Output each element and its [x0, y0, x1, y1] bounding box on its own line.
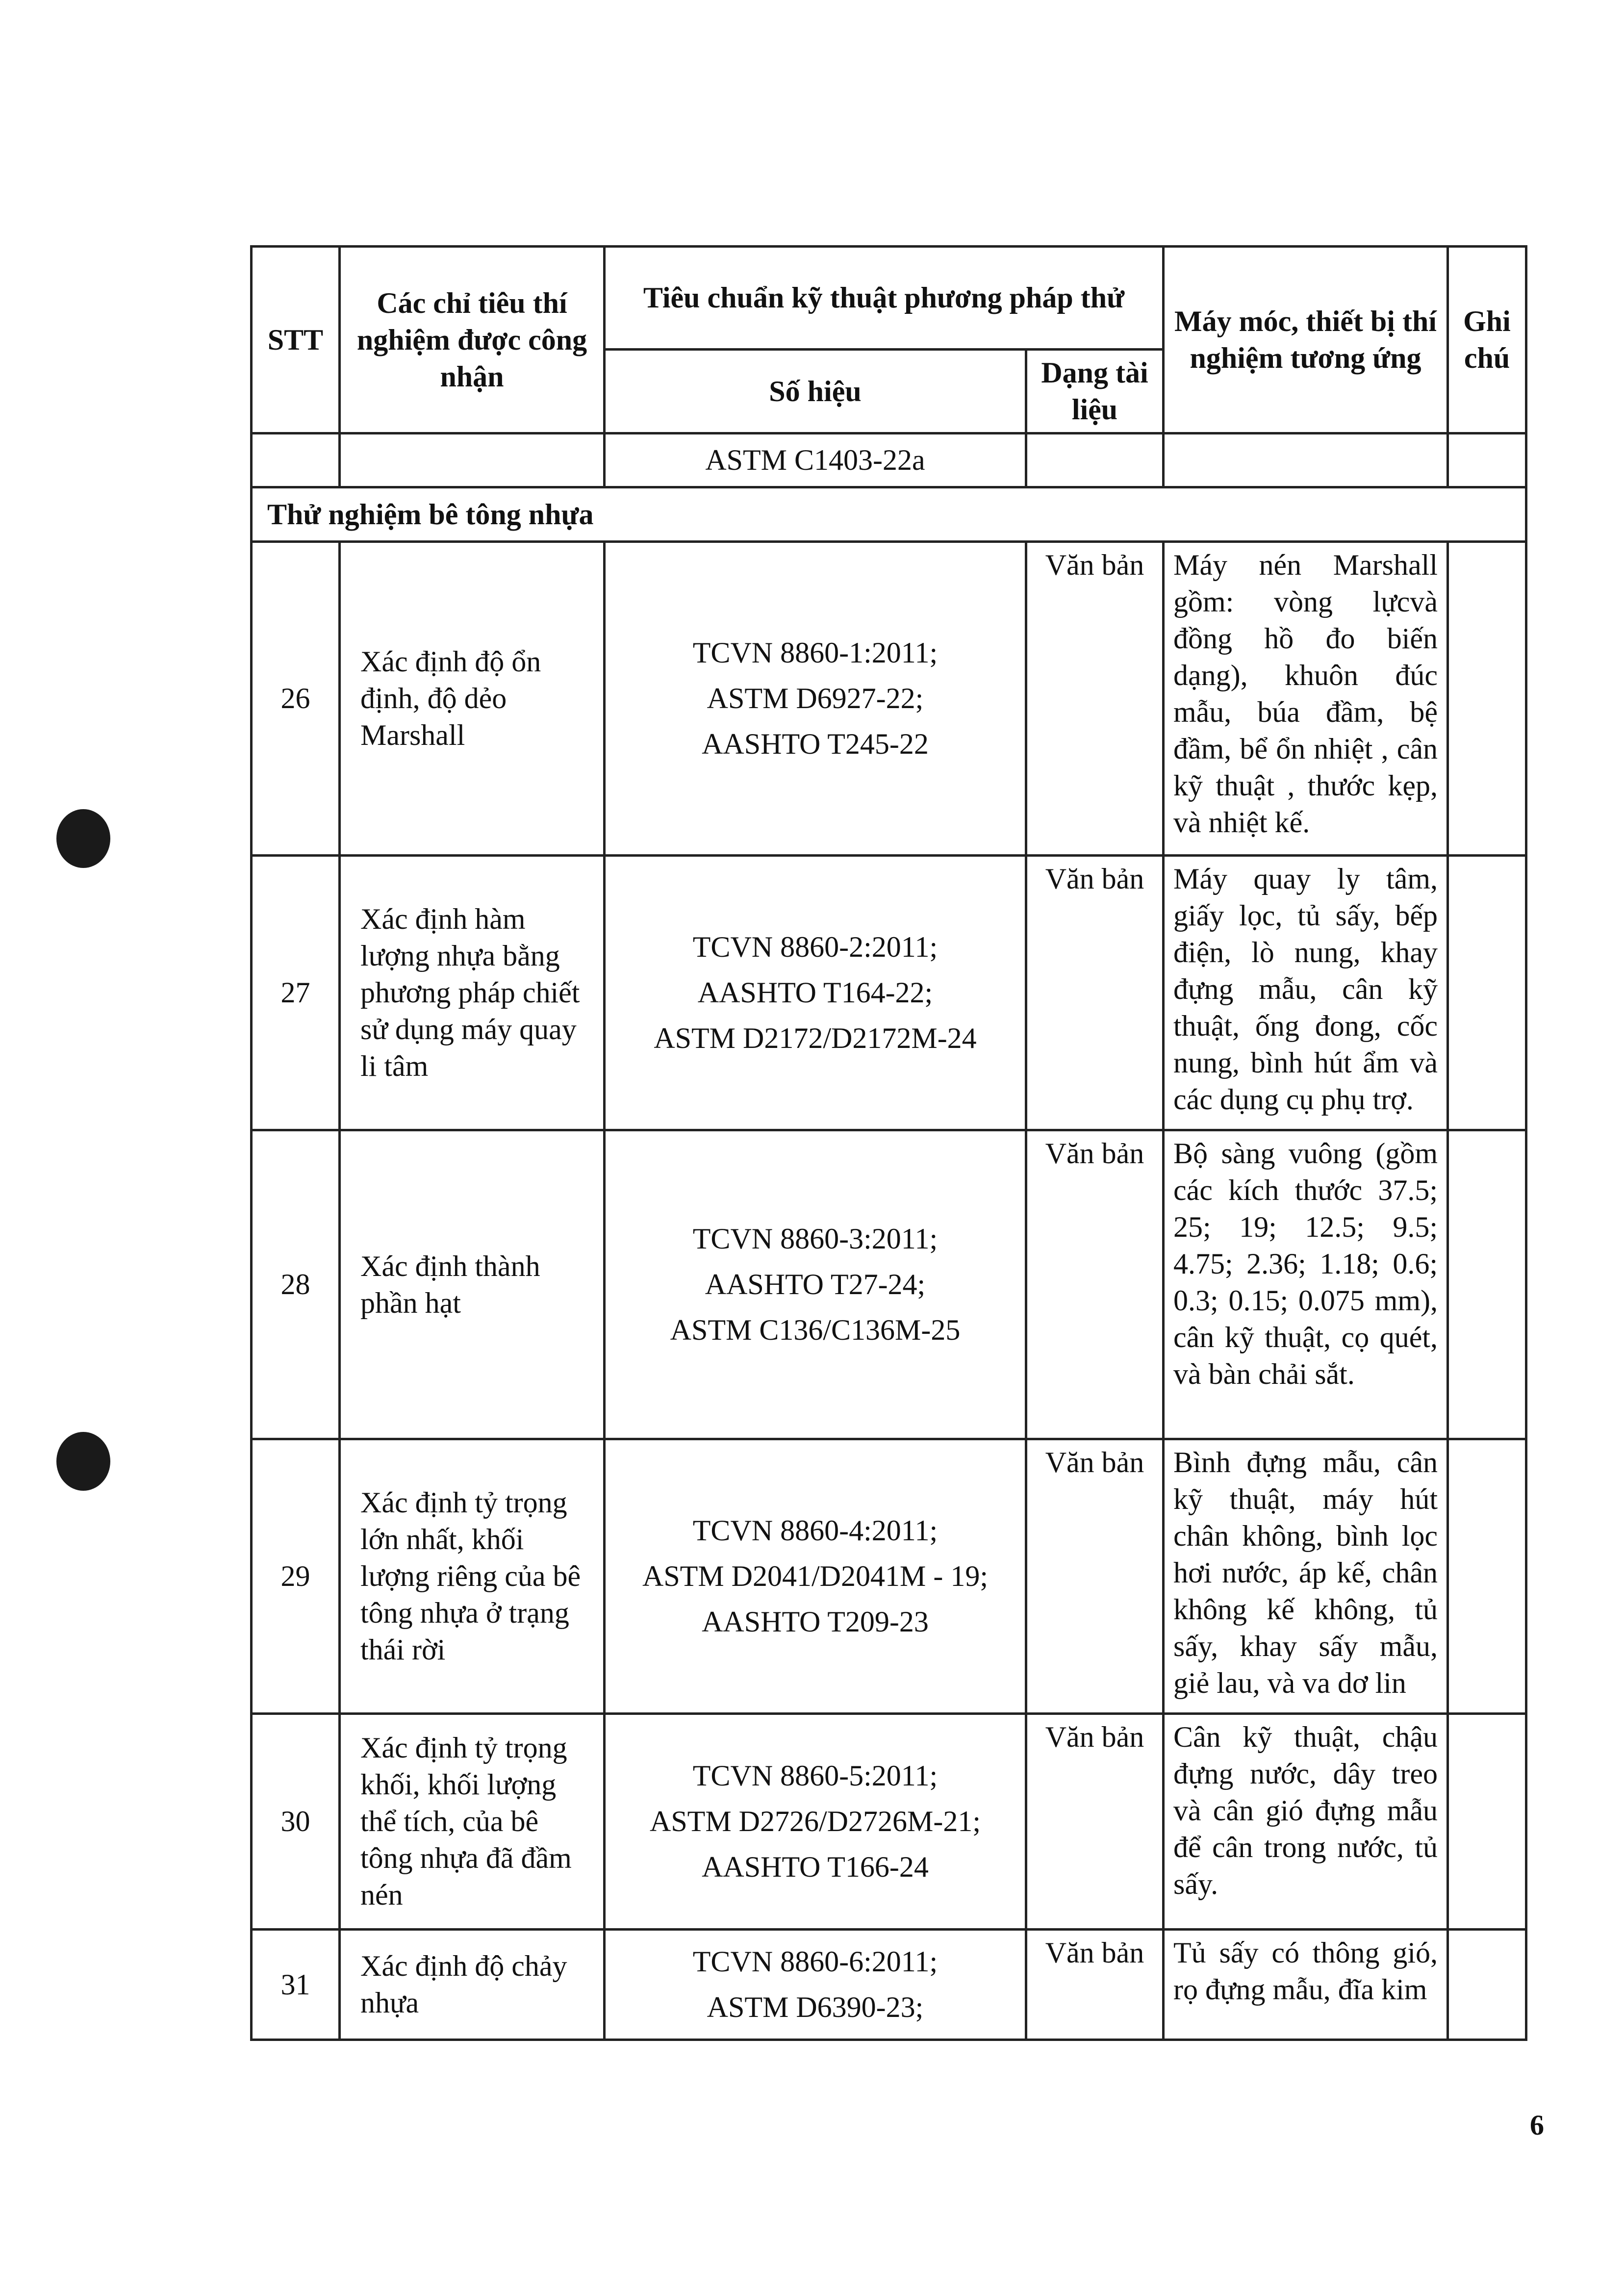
header-criteria: Các chỉ tiêu thí nghiệm được công nhận — [340, 247, 605, 433]
row-codes — [605, 1439, 1026, 1714]
header-standards-group: Tiêu chuẩn kỹ thuật phương pháp thử — [605, 247, 1164, 350]
row-note — [1448, 1930, 1526, 2040]
header-code: Số hiệu — [605, 350, 1026, 433]
row-note — [1448, 542, 1526, 856]
row-stt: 31 — [252, 1930, 340, 2040]
row-equipment: Cân kỹ thuật, chậu đựng nước, dây treo và cân gió đựng mẫu để cân trong nước, tủ sấy. — [1164, 1714, 1448, 1930]
row-stt: 26 — [252, 542, 340, 856]
row-code: ASTM D6927-22; — [707, 682, 924, 714]
row-codes — [605, 542, 1026, 856]
row-note — [1448, 1130, 1526, 1439]
row-doc-type: Văn bản — [1026, 542, 1164, 856]
row-equipment: Máy quay ly tâm, giấy lọc, tủ sấy, bếp điện, lò nung, khay đựng mẫu, cân kỹ thuật, ống đong, cốc nung, bình hút ẩm và các dụng cụ phụ trợ. — [1164, 856, 1448, 1130]
row-stt: 27 — [252, 856, 340, 1130]
row-stt: 30 — [252, 1714, 340, 1930]
carryover-code: ASTM C1403-22a — [605, 433, 1026, 487]
row-code: ASTM D6390-23; — [707, 1991, 924, 2023]
standards-table — [250, 245, 1527, 2041]
carryover-note — [1448, 433, 1526, 487]
row-equipment: Bộ sàng vuông (gồm các kích thước 37.5; 25; 19; 12.5; 9.5; 4.75; 2.36; 1.18; 0.6; 0.3; 0.15; 0.075 mm), cân kỹ thuật, cọ quét, và bàn chải sắt. — [1164, 1130, 1448, 1439]
row-code: AASHTO T166-24 — [702, 1851, 929, 1883]
row-stt: 29 — [252, 1439, 340, 1714]
row-code: ASTM D2726/D2726M-21; — [649, 1805, 981, 1837]
standards-table-page — [250, 245, 1525, 2041]
row-code: TCVN 8860-3:2011; — [692, 1223, 938, 1255]
row-code: ASTM D2172/D2172M-24 — [654, 1022, 977, 1054]
table-row — [252, 1930, 1526, 2040]
row-code: ASTM D2041/D2041M - 19; — [642, 1560, 989, 1592]
carryover-row — [252, 433, 1526, 487]
row-doc-type: Văn bản — [1026, 1130, 1164, 1439]
row-criteria: Xác định thành phần hạt — [340, 1130, 605, 1439]
row-code: AASHTO T209-23 — [702, 1606, 929, 1638]
table-row — [252, 1439, 1526, 1714]
row-code: TCVN 8860-2:2011; — [692, 931, 938, 963]
row-code: TCVN 8860-1:2011; — [692, 637, 938, 669]
row-note — [1448, 856, 1526, 1130]
row-doc-type: Văn bản — [1026, 856, 1164, 1130]
row-code: TCVN 8860-5:2011; — [692, 1759, 938, 1792]
row-code: TCVN 8860-6:2011; — [692, 1945, 938, 1978]
row-codes — [605, 1930, 1026, 2040]
row-note — [1448, 1714, 1526, 1930]
table-row — [252, 1130, 1526, 1439]
carryover-equipment — [1164, 433, 1448, 487]
table-row — [252, 1714, 1526, 1930]
page-number: 6 — [1530, 2109, 1544, 2141]
row-equipment: Máy nén Marshall gồm: vòng lựcvà đồng hồ đo biến dạng), khuôn đúc mẫu, búa đầm, bệ đầm, bể ổn nhiệt , cân kỹ thuật , thước kẹp, và nhiệt kế. — [1164, 542, 1448, 856]
table-row — [252, 856, 1526, 1130]
carryover-stt — [252, 433, 340, 487]
table-row — [252, 542, 1526, 856]
punch-hole-bottom — [56, 1432, 110, 1491]
row-codes — [605, 1714, 1026, 1930]
section-row — [252, 487, 1526, 542]
row-equipment: Bình đựng mẫu, cân kỹ thuật, máy hút chân không, bình lọc hơi nước, áp kế, chân không kế không, tủ sấy, khay sấy mẫu, giẻ lau, và va dơ lin — [1164, 1439, 1448, 1714]
header-doc-type: Dạng tài liệu — [1026, 350, 1164, 433]
row-code: AASHTO T27-24; — [705, 1268, 926, 1300]
header-row — [252, 247, 1526, 350]
section-title: Thử nghiệm bê tông nhựa — [252, 487, 1526, 542]
row-codes — [605, 1130, 1026, 1439]
carryover-criteria — [340, 433, 605, 487]
row-criteria: Xác định độ ổn định, độ dẻo Marshall — [340, 542, 605, 856]
row-code: AASHTO T164-22; — [697, 976, 933, 1009]
row-code: ASTM C136/C136M-25 — [670, 1314, 961, 1346]
header-stt: STT — [252, 247, 340, 433]
row-stt: 28 — [252, 1130, 340, 1439]
header-note: Ghi chú — [1448, 247, 1526, 433]
row-doc-type: Văn bản — [1026, 1714, 1164, 1930]
punch-hole-top — [56, 809, 110, 868]
row-code: TCVN 8860-4:2011; — [692, 1514, 938, 1547]
row-criteria: Xác định tỷ trọng khối, khối lượng thể tích, của bê tông nhựa đã đầm nén — [340, 1714, 605, 1930]
row-note — [1448, 1439, 1526, 1714]
row-equipment: Tủ sấy có thông gió, rọ đựng mẫu, đĩa kim — [1164, 1930, 1448, 2040]
header-equipment: Máy móc, thiết bị thí nghiệm tương ứng — [1164, 247, 1448, 433]
row-doc-type: Văn bản — [1026, 1930, 1164, 2040]
row-code: AASHTO T245-22 — [702, 728, 929, 760]
carryover-doc-type — [1026, 433, 1164, 487]
row-criteria: Xác định hàm lượng nhựa bằng phương pháp chiết sử dụng máy quay li tâm — [340, 856, 605, 1130]
row-criteria: Xác định tỷ trọng lớn nhất, khối lượng riêng của bê tông nhựa ở trạng thái rời — [340, 1439, 605, 1714]
row-codes — [605, 856, 1026, 1130]
row-criteria: Xác định độ chảy nhựa — [340, 1930, 605, 2040]
row-doc-type: Văn bản — [1026, 1439, 1164, 1714]
